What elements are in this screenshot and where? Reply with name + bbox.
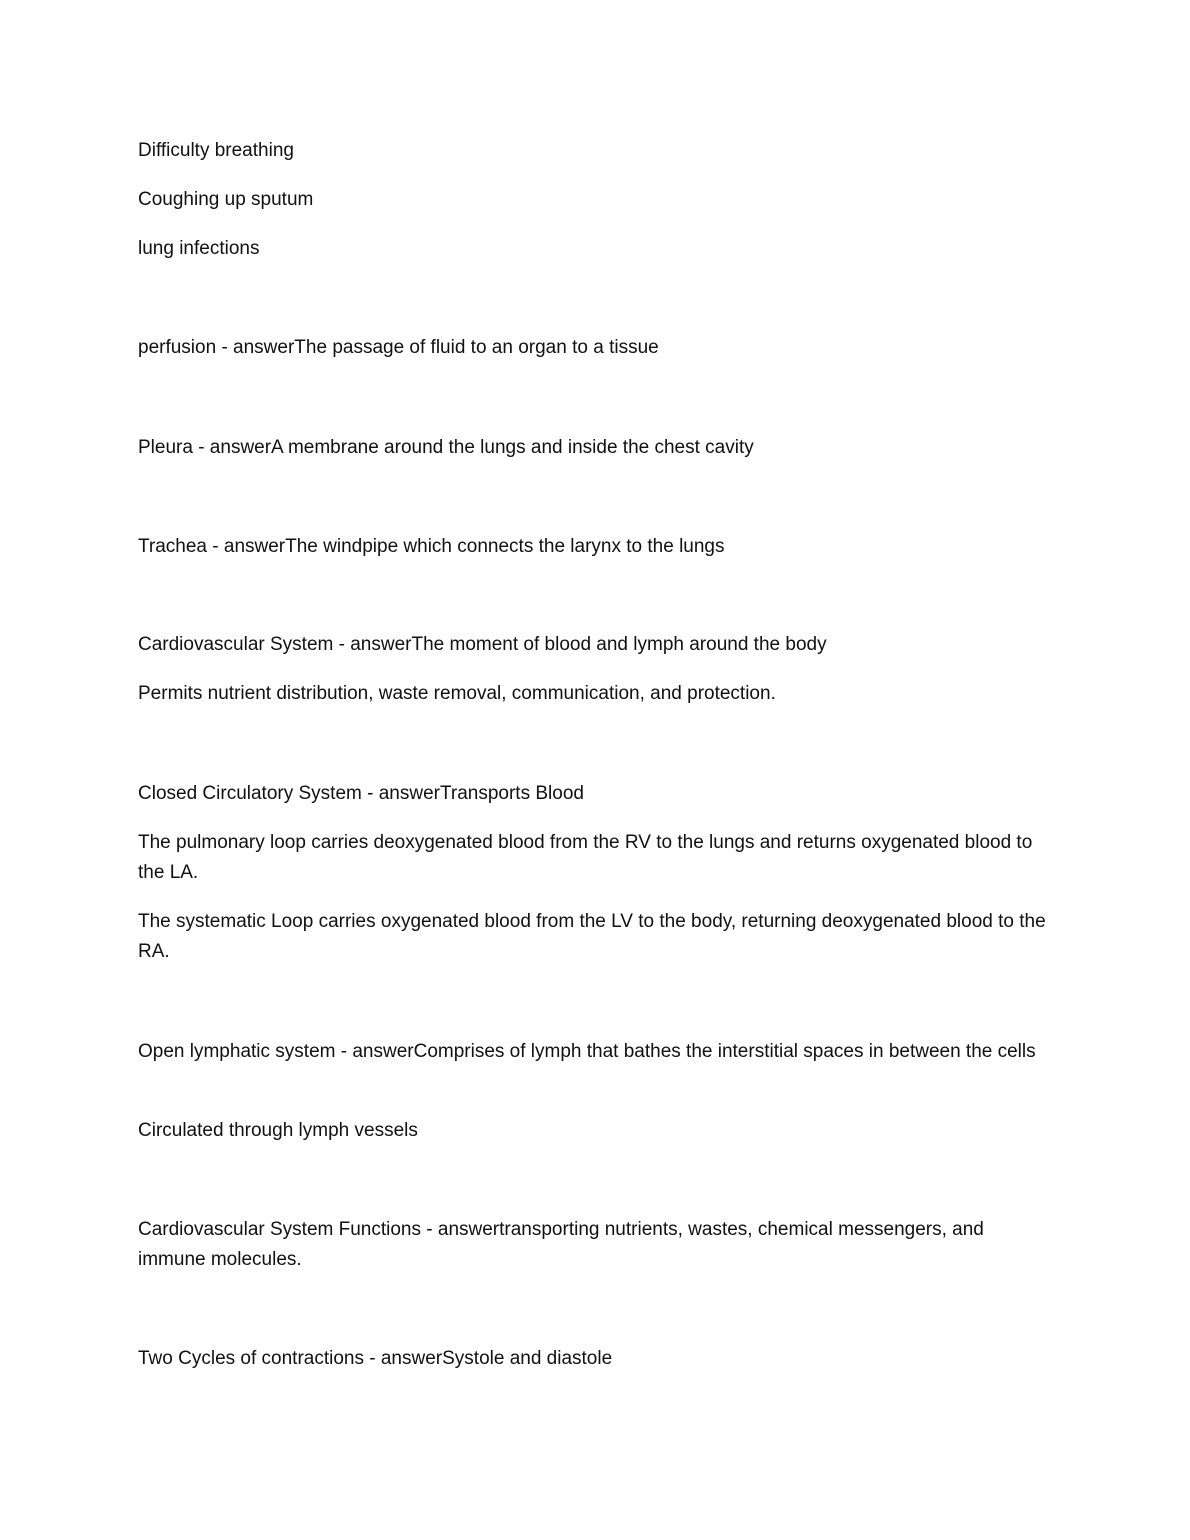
symptom-lung-infections: lung infections xyxy=(138,238,260,259)
term-cardiovascular-system-functions: Cardiovascular System Functions - answertransporting nutrients, wastes, chemical messengers, and immune molecules. xyxy=(138,1219,984,1270)
term-two-cycles-of-contractions: Two Cycles of contractions - answerSystole and diastole xyxy=(138,1348,613,1369)
symptom-coughing-sputum: Coughing up sputum xyxy=(138,189,314,210)
systematic-loop-detail: The systematic Loop carries oxygenated blood from the LV to the body, returning deoxygenated blood to the RA. xyxy=(138,911,1046,962)
lymphatic-system-detail: Circulated through lymph vessels xyxy=(138,1120,418,1141)
term-trachea: Trachea - answerThe windpipe which connects the larynx to the lungs xyxy=(138,536,725,557)
term-pleura: Pleura - answerA membrane around the lungs and inside the chest cavity xyxy=(138,437,754,458)
pulmonary-loop-detail: The pulmonary loop carries deoxygenated blood from the RV to the lungs and returns oxygenated blood to the LA. xyxy=(138,832,1033,883)
term-perfusion: perfusion - answerThe passage of fluid to an organ to a tissue xyxy=(138,337,659,358)
term-closed-circulatory-system: Closed Circulatory System - answerTransports Blood xyxy=(138,783,584,804)
cardiovascular-system-detail: Permits nutrient distribution, waste removal, communication, and protection. xyxy=(138,683,776,704)
symptom-difficulty-breathing: Difficulty breathing xyxy=(138,140,294,161)
term-open-lymphatic-system: Open lymphatic system - answerComprises of lymph that bathes the interstitial spaces in between the cells xyxy=(138,1041,1036,1062)
term-cardiovascular-system: Cardiovascular System - answerThe moment of blood and lymph around the body xyxy=(138,634,827,655)
